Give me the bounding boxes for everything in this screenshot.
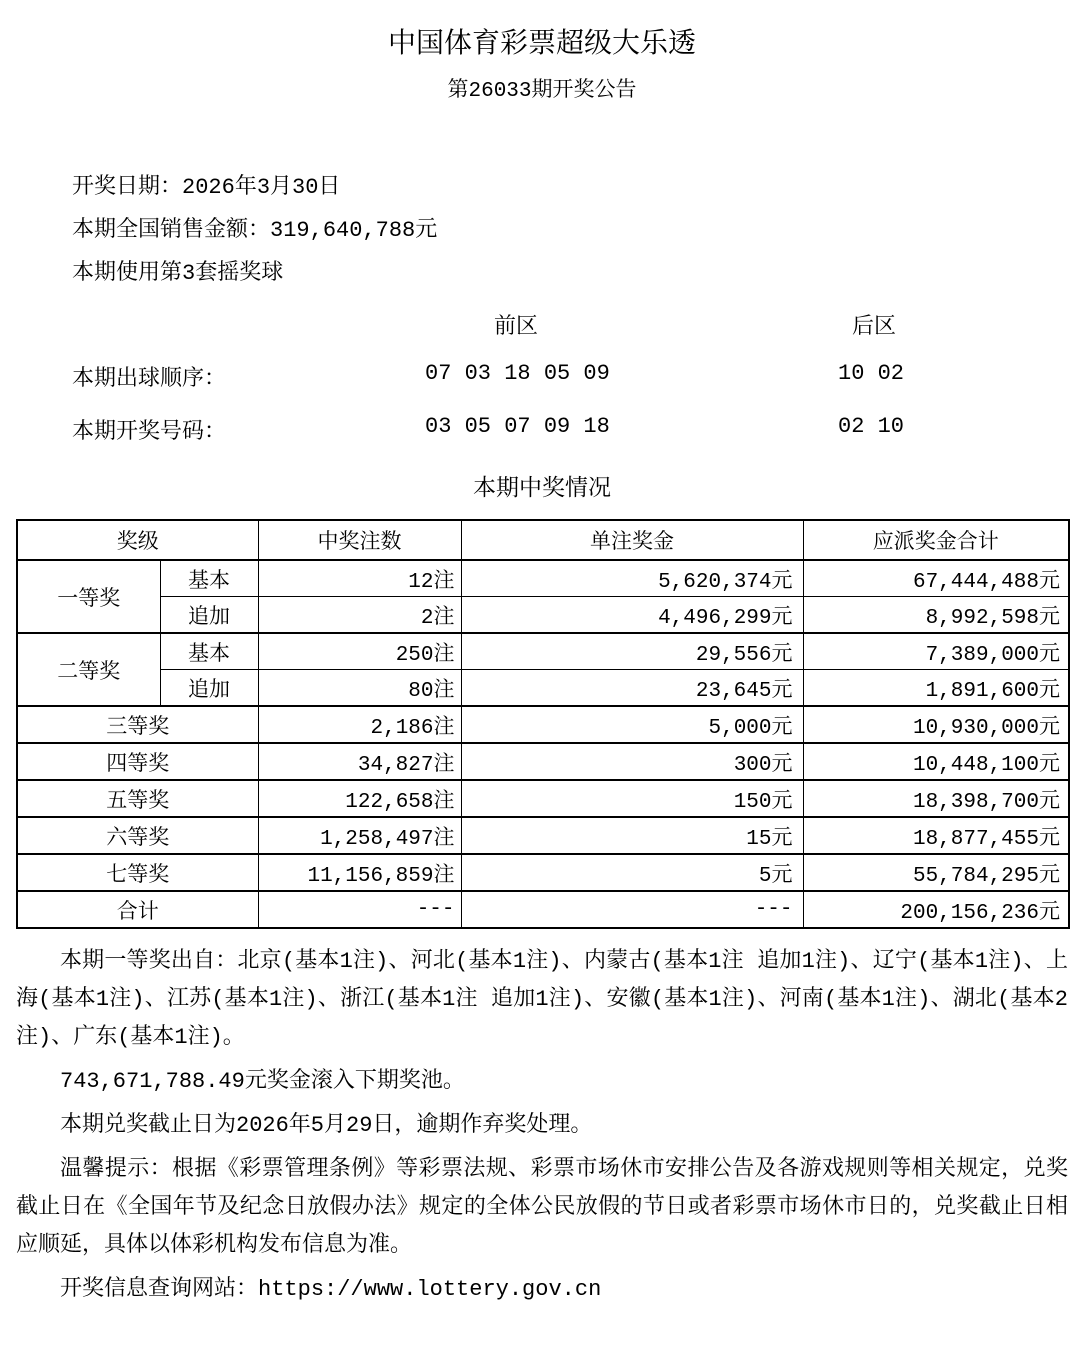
total-cell: 55,784,295元 (803, 854, 1069, 891)
total-cell: 10,448,100元 (803, 743, 1069, 780)
rollover-paragraph: 743,671,788.49元奖金滚入下期奖池。 (60, 1069, 465, 1094)
prize-cell: 5元 (461, 854, 803, 891)
header-count: 中奖注数 (258, 520, 461, 560)
sub-cell: 基本 (160, 633, 258, 670)
total-cell: 18,398,700元 (803, 780, 1069, 817)
draw-date-line (72, 166, 1068, 209)
count-cell: --- (258, 891, 461, 928)
website-url: https://www.lottery.gov.cn (258, 1277, 602, 1302)
front-zone-label: 前区 (494, 315, 539, 340)
prize-cell: 4,496,299元 (461, 597, 803, 634)
website-label: 开奖信息查询网站： (60, 1277, 259, 1302)
count-cell: 11,156,859注 (258, 854, 461, 891)
prize-table-title: 本期中奖情况 (473, 476, 611, 502)
level-cell: 六等奖 (17, 817, 258, 854)
draw-info-block (72, 166, 1068, 295)
table-row (17, 817, 1069, 854)
prize-cell: --- (461, 891, 803, 928)
level-cell: 五等奖 (17, 780, 258, 817)
table-row (17, 706, 1069, 743)
header-prize: 单注奖金 (461, 520, 803, 560)
table-header-row (17, 520, 1069, 560)
total-cell: 200,156,236元 (803, 891, 1069, 928)
prize-cell: 29,556元 (461, 633, 803, 670)
count-cell: 122,658注 (258, 780, 461, 817)
header-level: 奖级 (17, 520, 258, 560)
count-cell: 80注 (258, 670, 461, 707)
sales-label: 本期全国销售金额： (72, 218, 271, 243)
total-cell: 8,992,598元 (803, 597, 1069, 634)
level-cell: 七等奖 (17, 854, 258, 891)
count-cell: 1,258,497注 (258, 817, 461, 854)
sequence-label: 本期出球顺序： (72, 367, 227, 392)
draw-date-label: 开奖日期： (72, 175, 183, 200)
page-title: 中国体育彩票超级大乐透 (387, 30, 696, 61)
prize-cell: 150元 (461, 780, 803, 817)
sales-value: 319,640,788元 (270, 218, 438, 243)
draw-date-value: 2026年3月30日 (182, 175, 341, 200)
level-cell: 三等奖 (17, 706, 258, 743)
total-cell: 18,877,455元 (803, 817, 1069, 854)
prize-cell: 300元 (461, 743, 803, 780)
prize-cell: 5,000元 (461, 706, 803, 743)
website-line (16, 1271, 1068, 1309)
ball-set-line: 本期使用第3套摇奖球 (72, 261, 284, 286)
level-cell: 二等奖 (17, 633, 160, 706)
deadline-paragraph: 本期兑奖截止日为2026年5月29日，逾期作弃奖处理。 (60, 1113, 593, 1138)
count-cell: 250注 (258, 633, 461, 670)
winning-label: 本期开奖号码： (72, 420, 227, 445)
total-cell: 7,389,000元 (803, 633, 1069, 670)
table-row (17, 854, 1069, 891)
prize-cell: 23,645元 (461, 670, 803, 707)
sub-cell: 追加 (160, 670, 258, 707)
back-zone-label: 后区 (852, 315, 897, 340)
sequence-front-numbers: 07 03 18 05 09 (425, 361, 610, 386)
sub-cell: 基本 (160, 560, 258, 597)
first-prize-winners-paragraph: 本期一等奖出自：北京(基本1注)、河北(基本1注)、内蒙古(基本1注 追加1注)、辽宁(基本1注)、上海(基本1注)、江苏(基本1注)、浙江(基本1注 追加1注)、安徽(基本1注)、河南(基本1注)、湖北(基本2注)、广东(基本1注)。 (16, 949, 1068, 1050)
winning-back-numbers: 02 10 (838, 414, 905, 439)
count-cell: 34,827注 (258, 743, 461, 780)
count-cell: 2注 (258, 597, 461, 634)
header-total: 应派奖金合计 (803, 520, 1069, 560)
sales-line (72, 209, 1068, 252)
total-cell: 67,444,488元 (803, 560, 1069, 597)
sub-cell: 追加 (160, 597, 258, 634)
table-total-row (17, 891, 1069, 928)
sequence-back-numbers: 10 02 (838, 361, 905, 386)
level-cell: 合计 (17, 891, 258, 928)
table-row (17, 743, 1069, 780)
table-row (17, 780, 1069, 817)
notes-section (16, 943, 1068, 1309)
prize-cell: 15元 (461, 817, 803, 854)
draw-numbers-section (16, 309, 1068, 449)
table-row (17, 670, 1069, 707)
level-cell: 一等奖 (17, 560, 160, 633)
level-cell: 四等奖 (17, 743, 258, 780)
notice-paragraph: 温馨提示：根据《彩票管理条例》等彩票法规、彩票市场休市安排公告及各游戏规则等相关规定，兑奖截止日在《全国年节及纪念日放假办法》规定的全体公民放假的节日或者彩票市场休市日的，兑奖截止日相应顺延，具体以体彩机构发布信息为准。 (16, 1157, 1068, 1258)
announcement-page (0, 28, 1084, 1309)
page-subtitle: 第26033期开奖公告 (447, 80, 637, 103)
prize-table (16, 519, 1070, 929)
count-cell: 12注 (258, 560, 461, 597)
table-row (17, 560, 1069, 597)
prize-cell: 5,620,374元 (461, 560, 803, 597)
winning-front-numbers: 03 05 07 09 18 (425, 414, 610, 439)
total-cell: 1,891,600元 (803, 670, 1069, 707)
total-cell: 10,930,000元 (803, 706, 1069, 743)
table-row (17, 597, 1069, 634)
table-row (17, 633, 1069, 670)
count-cell: 2,186注 (258, 706, 461, 743)
